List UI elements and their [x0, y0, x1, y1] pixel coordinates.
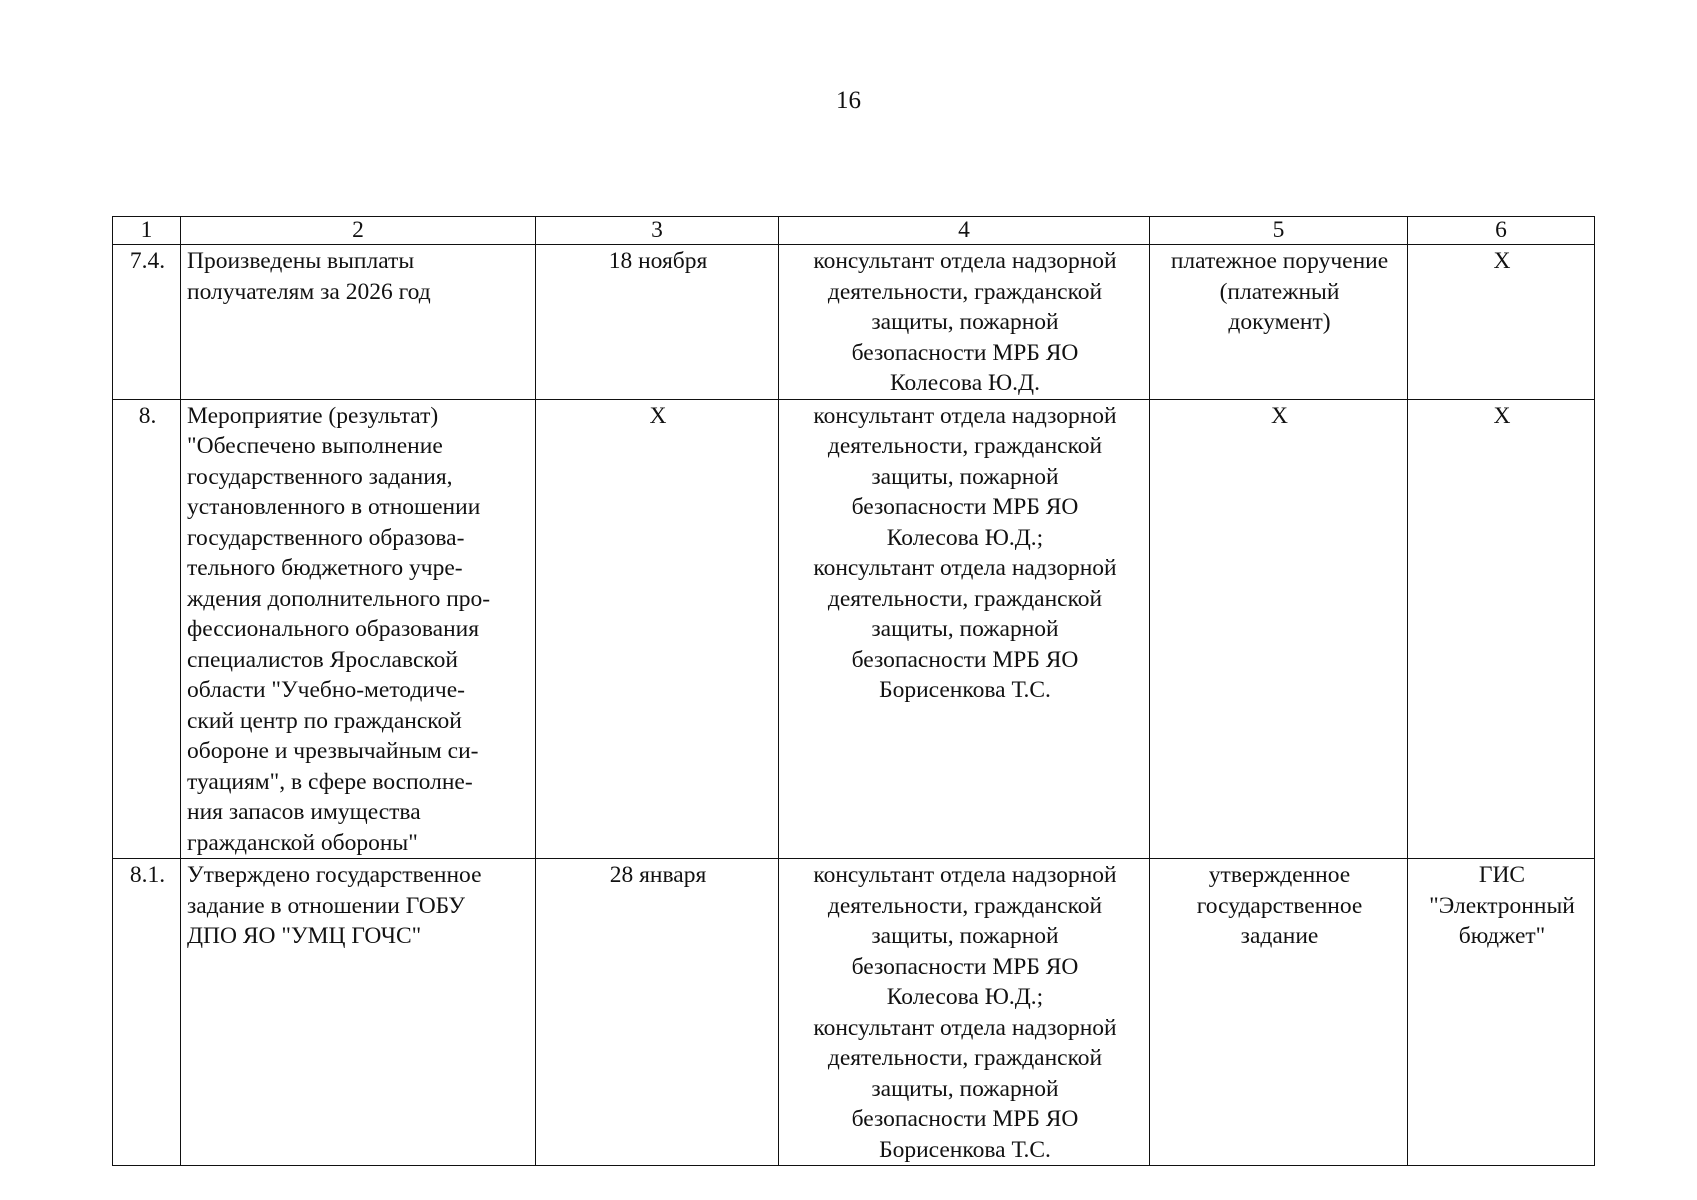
- row-responsible: консультант отдела надзорной деятельности, гражданской защиты, пожарной безопасности МРБ ЯО Колесова Ю.Д.: [779, 245, 1150, 400]
- row-system: X: [1408, 399, 1595, 859]
- row-date: 18 ноября: [536, 245, 779, 400]
- row-responsible: консультант отдела надзорной деятельности, гражданской защиты, пожарной безопасности МРБ ЯО Колесова Ю.Д.; консультант отдела надзорной деятельности, гражданской защиты, пожарной безопасности МРБ ЯО Борисенкова Т.С.: [779, 399, 1150, 859]
- table-row: [113, 245, 1595, 400]
- table-row: [113, 399, 1595, 859]
- row-number: 7.4.: [113, 245, 181, 400]
- column-number: 1: [113, 217, 181, 245]
- row-document: утвержденное государственное задание: [1150, 859, 1408, 1166]
- row-name: Утверждено государственное задание в отношении ГОБУ ДПО ЯО "УМЦ ГОЧС": [181, 859, 536, 1166]
- row-number: 8.: [113, 399, 181, 859]
- plan-table: [112, 216, 1595, 1166]
- column-number: 6: [1408, 217, 1595, 245]
- row-name: Произведены выплаты получателям за 2026 год: [181, 245, 536, 400]
- column-number: 4: [779, 217, 1150, 245]
- row-system: ГИС "Электронный бюджет": [1408, 859, 1595, 1166]
- row-document: платежное поручение (платежный документ): [1150, 245, 1408, 400]
- column-number: 5: [1150, 217, 1408, 245]
- row-responsible: консультант отдела надзорной деятельности, гражданской защиты, пожарной безопасности МРБ ЯО Колесова Ю.Д.; консультант отдела надзорной деятельности, гражданской защиты, пожарной безопасности МРБ ЯО Борисенкова Т.С.: [779, 859, 1150, 1166]
- row-date: X: [536, 399, 779, 859]
- table-row: [113, 859, 1595, 1166]
- row-number: 8.1.: [113, 859, 181, 1166]
- column-number: 2: [181, 217, 536, 245]
- row-document: X: [1150, 399, 1408, 859]
- row-name: Мероприятие (результат) "Обеспечено выполнение государственного задания, установленного в отношении государственного образова- тельного бюджетного учре- ждения дополнительного про- фессионального образования специалистов Ярославской области "Учебно-методиче- ский центр по гражданской обороне и чрезвычайным си- туациям", в сфере восполне- ния запасов имущества гражданской обороны": [181, 399, 536, 859]
- column-number-row: [113, 217, 1595, 245]
- row-date: 28 января: [536, 859, 779, 1166]
- column-number: 3: [536, 217, 779, 245]
- page-number: 16: [836, 87, 861, 114]
- row-system: X: [1408, 245, 1595, 400]
